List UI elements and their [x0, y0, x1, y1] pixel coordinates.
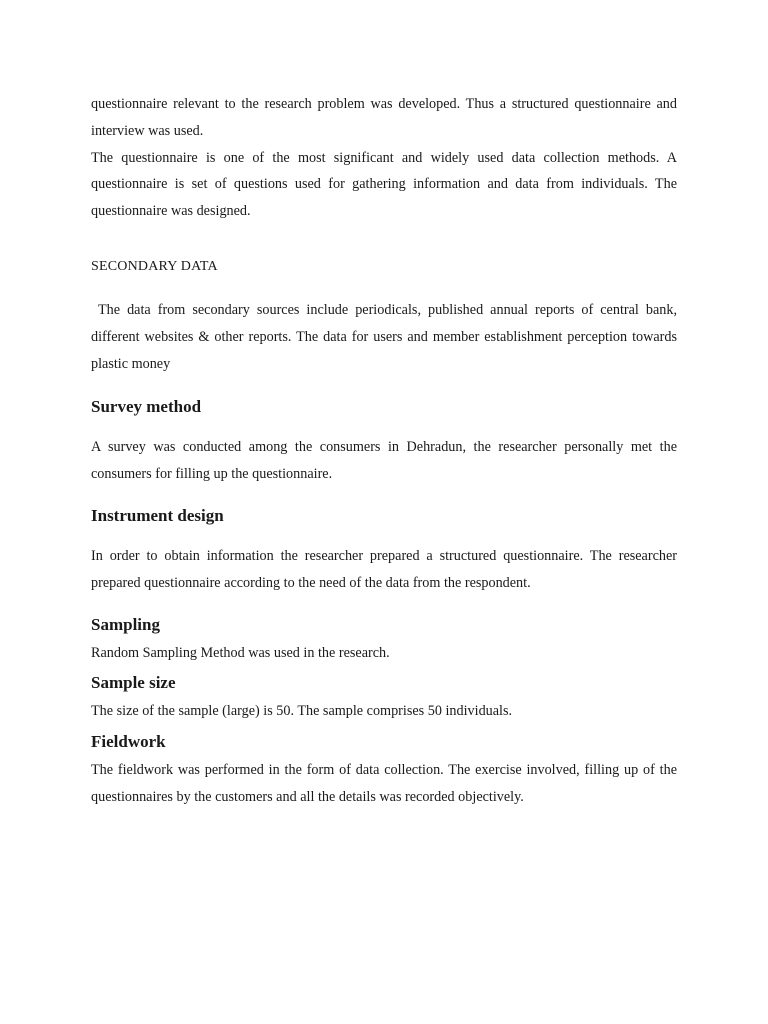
- sampling-heading: Sampling: [91, 614, 160, 634]
- sampling-paragraph: Random Sampling Method was used in the research.: [91, 644, 390, 661]
- intro-paragraph-2: The questionnaire is one of the most significant and widely used data collection methods. A questionnaire is set of questions used for gathering information and data from individuals. The questionnaire was designed.: [91, 149, 677, 220]
- sample-size-heading: Sample size: [91, 673, 176, 693]
- secondary-data-heading: SECONDARY DATA: [91, 258, 218, 274]
- sample-size-paragraph: The size of the sample (large) is 50. The sample comprises 50 individuals.: [91, 703, 513, 720]
- document-page: [91, 91, 677, 811]
- fieldwork-heading: Fieldwork: [91, 732, 166, 752]
- survey-method-heading: Survey method: [91, 397, 202, 417]
- survey-method-paragraph: A survey was conducted among the consumers in Dehradun, the researcher personally met the consumers for filling up the questionnaire.: [91, 439, 677, 483]
- fieldwork-paragraph: The fieldwork was performed in the form of data collection. The exercise involved, filling up of the questionnaires by the customers and all the details was recorded objectively.: [91, 762, 677, 805]
- secondary-data-paragraph: The data from secondary sources include periodicals, published annual reports of central bank, different websites & other reports. The data for users and member establishment perception towards plastic money: [91, 301, 677, 372]
- instrument-design-paragraph: In order to obtain information the researcher prepared a structured questionnaire. The researcher prepared questionnaire according to the need of the data from the respondent.: [91, 547, 677, 591]
- intro-paragraph-1: questionnaire relevant to the research problem was developed. Thus a structured questionnaire and interview was used.: [91, 96, 677, 139]
- instrument-design-heading: Instrument design: [91, 505, 224, 525]
